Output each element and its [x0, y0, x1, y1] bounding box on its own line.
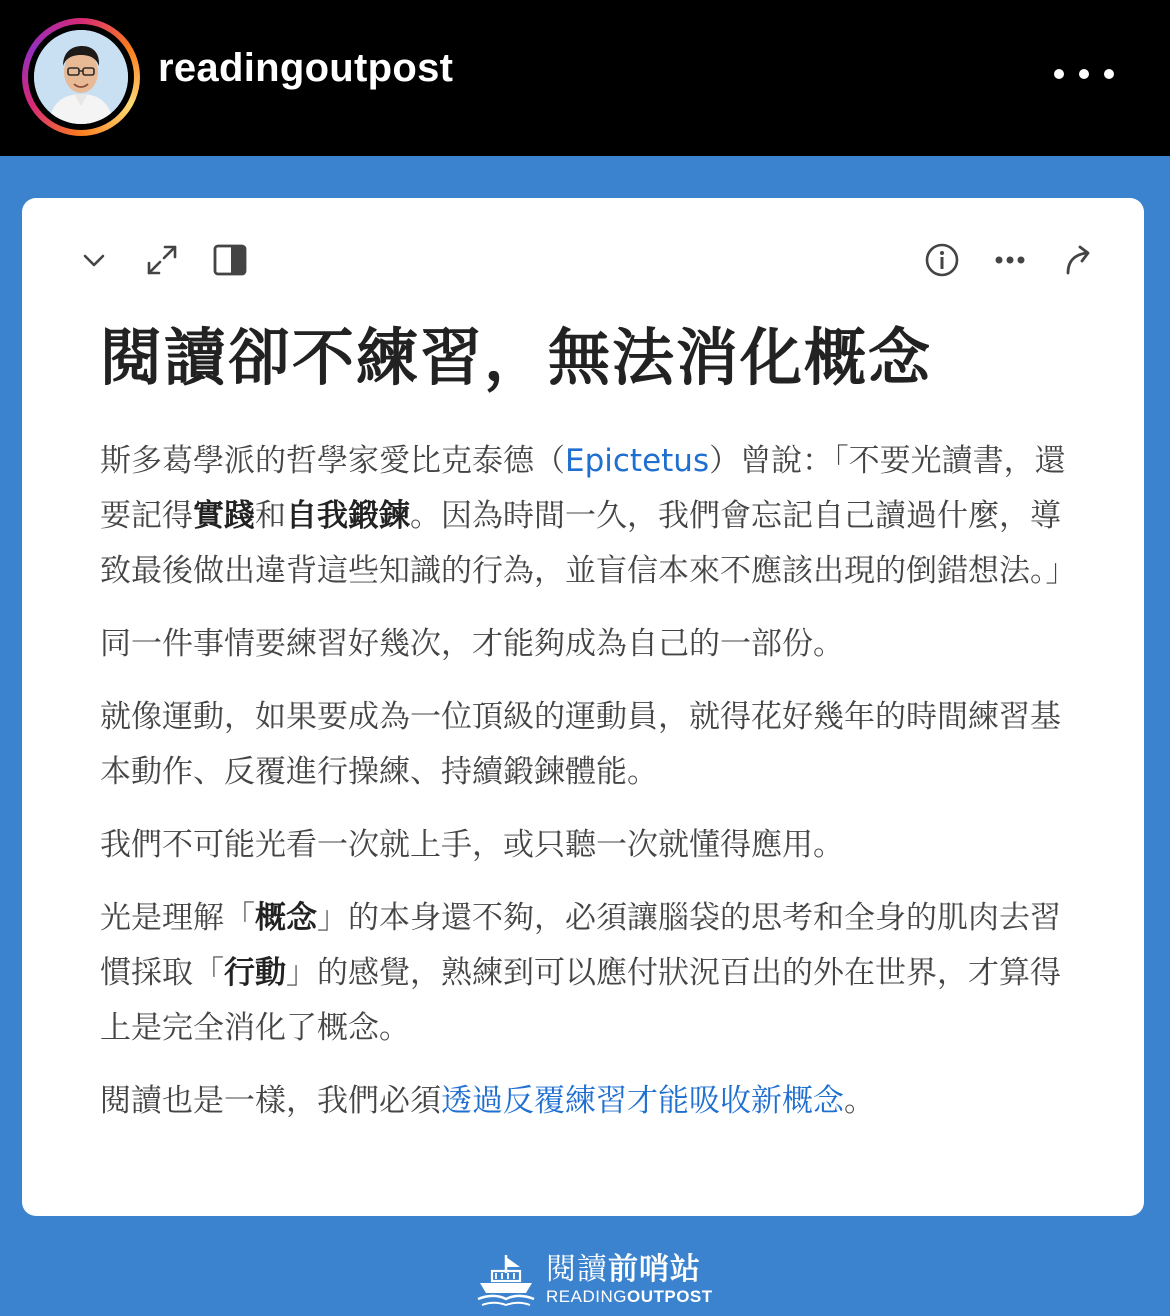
epictetus-link[interactable]: Epictetus — [565, 443, 710, 479]
brand-en-bold: OUTPOST — [626, 1287, 713, 1306]
practice-link[interactable]: 透過反覆練習才能吸收新概念 — [441, 1083, 844, 1119]
avatar-person-icon — [34, 30, 128, 124]
text: 和 — [255, 498, 286, 534]
paragraph-3: 就像運動，如果要成為一位頂級的運動員，就得花好幾年的時間練習基本動作、反覆進行操練、持續鍛鍊體能。 — [100, 699, 1061, 790]
paragraph-6 — [100, 1074, 1080, 1129]
avatar-border — [28, 24, 134, 130]
text: ）曾說：「不要光讀書，還要記得 — [100, 443, 1066, 534]
brand-en-part: READING — [546, 1287, 627, 1306]
more-horizontal-icon[interactable] — [1054, 54, 1114, 94]
more-horizontal-icon[interactable] — [992, 242, 1028, 278]
dot — [1079, 69, 1089, 79]
text: 斯多葛學派的哲學家愛比克泰德（ — [100, 443, 565, 479]
avatar[interactable] — [34, 30, 128, 124]
brand-cn-part: 閱讀 — [546, 1252, 608, 1287]
info-icon[interactable] — [924, 242, 960, 278]
text: 」的感覺，熟練到可以應付狀況百出的外在世界，才算得上是完全消化了概念。 — [100, 955, 1061, 1046]
paragraph-2: 同一件事情要練習好幾次，才能夠成為自己的一部份。 — [100, 626, 844, 662]
dot — [1104, 69, 1114, 79]
text: 。因為時間一久，我們會忘記自己讀過什麼，導致最後做出違背這些知識的行為，並盲信本來不應該出現的倒錯想法。」 — [100, 498, 1077, 589]
page-title: 閱讀卻不練習，無法消化概念 — [100, 321, 933, 394]
story-ring[interactable] — [22, 18, 140, 136]
expand-icon[interactable] — [144, 242, 180, 278]
bold-text: 概念 — [255, 900, 317, 936]
post-header — [0, 0, 1170, 156]
brand-cn-bold: 前哨站 — [608, 1252, 701, 1287]
ship-book-logo-icon — [474, 1251, 538, 1309]
toolbar-right — [924, 242, 1096, 278]
brand-text — [546, 1253, 713, 1307]
text: 光是理解「 — [100, 900, 255, 936]
bold-text: 實踐 — [193, 498, 255, 534]
paragraph-1 — [100, 434, 1080, 599]
bold-text: 自我鍛鍊 — [286, 498, 410, 534]
text: 」的本身還不夠，必須讓腦袋的思考和全身的肌肉去習慣採取「 — [100, 900, 1061, 991]
brand-logo — [474, 1250, 713, 1310]
share-arrow-icon[interactable] — [1060, 242, 1096, 278]
brand-name-en — [546, 1287, 713, 1307]
text: 。 — [844, 1083, 875, 1119]
chevron-down-icon[interactable] — [76, 242, 112, 278]
side-panel-icon[interactable] — [212, 242, 248, 278]
article-body — [100, 434, 1080, 1147]
toolbar-left — [76, 242, 248, 278]
username[interactable]: readingoutpost — [158, 46, 454, 90]
brand-name-cn — [546, 1253, 713, 1287]
article-card — [22, 198, 1144, 1216]
paragraph-5 — [100, 891, 1080, 1056]
paragraph-4: 我們不可能光看一次就上手，或只聽一次就懂得應用。 — [100, 827, 844, 863]
bold-text: 行動 — [224, 955, 286, 991]
text: 閱讀也是一樣，我們必須 — [100, 1083, 441, 1119]
dot — [1054, 69, 1064, 79]
